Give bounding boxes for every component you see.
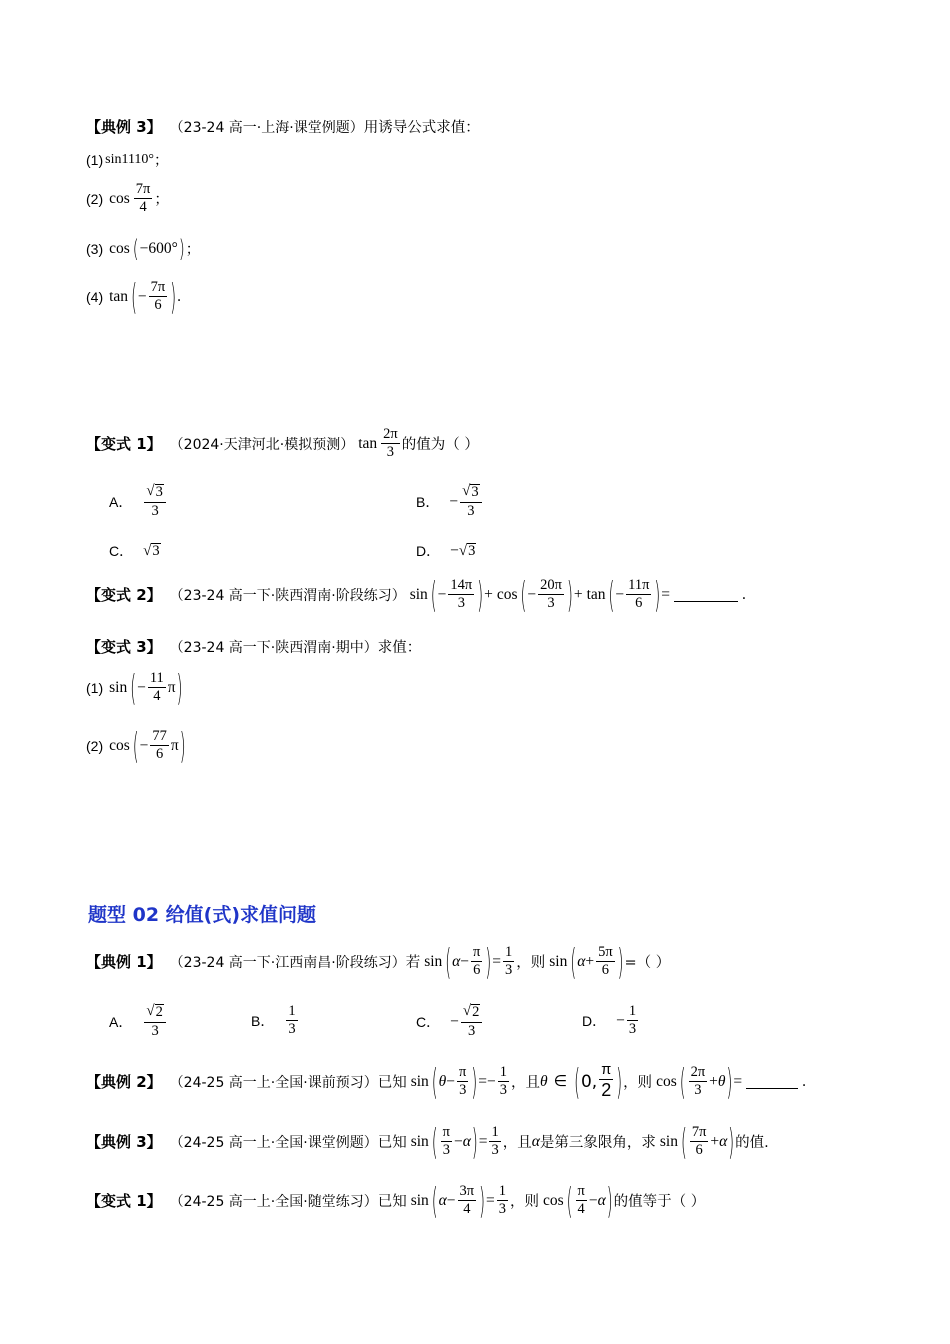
option-label: C． — [416, 1013, 441, 1030]
fraction: $\frac{1}{3}$ — [628, 1003, 637, 1038]
item-number: (1) — [86, 679, 104, 696]
source-note: （23-24 高一下·江西南昌·阶段练习） — [169, 954, 406, 971]
question-text: 的值. — [735, 1135, 769, 1152]
option-d[interactable] — [416, 541, 476, 561]
fraction: $\frac{\pi}{6}$ — [473, 944, 481, 979]
fraction: $\frac{14\pi}{3}$ — [450, 577, 473, 612]
left-paren: ( — [431, 1059, 438, 1104]
section-heading: 题型 02 给值(式)求值问题 — [88, 904, 317, 926]
right-paren: ) — [654, 573, 661, 617]
minus-sign: − — [615, 585, 625, 603]
fraction: √ 2 3 — [461, 1004, 482, 1039]
option-c[interactable] — [416, 1004, 484, 1039]
variant-3-header — [86, 636, 421, 657]
fraction: $\frac{77}{6}$ — [152, 728, 167, 763]
option-c[interactable] — [109, 541, 161, 561]
left-paren: ( — [520, 573, 527, 617]
fraction: $\frac{2\pi}{3}$ — [383, 426, 398, 461]
left-paren: ( — [130, 666, 137, 710]
question-text: 是第三象限角，求 — [539, 1135, 656, 1152]
minus-sign: − — [450, 542, 459, 559]
question-text: 求值： — [377, 640, 422, 656]
option-label: C． — [109, 543, 134, 559]
item-number: (4) — [86, 288, 104, 305]
function-name: sin — [549, 952, 568, 970]
item-number: (2) — [86, 190, 104, 207]
function-name: cos — [109, 239, 130, 257]
minus-sign: − — [437, 585, 447, 603]
variant-tag: 【变式 1】 — [86, 435, 162, 454]
function-name: tan — [109, 287, 129, 305]
question-text: ，且 — [502, 1135, 532, 1152]
minus-sign: − — [450, 1012, 459, 1030]
fraction: $\frac{\pi}{3}$ — [442, 1124, 450, 1159]
fraction: √ 3 3 — [144, 484, 165, 519]
source-note: （2024·天津河北·模拟预测） — [169, 436, 355, 453]
question-text: 已知 — [377, 1194, 407, 1211]
answer-blank[interactable] — [674, 588, 738, 602]
function-name: tan — [586, 585, 606, 603]
right-paren: ) — [170, 275, 177, 319]
element-of-symbol: ∈ — [553, 1073, 568, 1091]
item-number: (3) — [86, 240, 104, 257]
fraction: $\frac{11}{4}$ — [149, 670, 164, 705]
right-paren: ) — [471, 1059, 478, 1104]
variant-tag: 【变式 3】 — [86, 638, 162, 656]
item-number: (2) — [86, 737, 104, 754]
option-label: B． — [251, 1012, 275, 1029]
function-name: sin — [409, 585, 428, 603]
pi-symbol: π — [170, 736, 179, 754]
function-name: sin — [109, 678, 128, 696]
variant-3-item-1: (1) sin ( − $\frac{11}{4}$ π ) — [86, 666, 183, 710]
question-text: ，且 — [510, 1075, 540, 1092]
fraction: √ 3 3 — [460, 484, 481, 519]
right-paren: ) — [616, 1059, 623, 1104]
fraction: $\frac{7\pi}{6}$ — [150, 279, 166, 314]
function-name: sin — [424, 952, 443, 970]
theta-symbol: θ — [438, 1072, 447, 1090]
example-3-item-4 — [86, 275, 181, 319]
fraction: $\frac{2\pi}{3}$ — [690, 1063, 706, 1099]
fraction: $\frac{11\pi}{6}$ — [628, 577, 650, 612]
function-name: cos — [109, 189, 130, 207]
option-a[interactable] — [109, 1004, 168, 1039]
variant-tag: 【变式 2】 — [86, 586, 162, 605]
fraction: $\frac{5\pi}{6}$ — [598, 944, 613, 979]
right-paren: ) — [485, 940, 492, 984]
fraction: $\frac{1}{3}$ — [491, 1124, 499, 1159]
question-text: 若 — [405, 955, 421, 972]
left-paren: ( — [574, 1059, 580, 1104]
answer-blank[interactable] — [746, 1075, 798, 1089]
option-label: D． — [582, 1012, 607, 1029]
option-b[interactable] — [251, 1004, 300, 1037]
source-note: （24-25 高一上·全国·随堂练习） — [169, 1193, 378, 1210]
right-paren: ) — [617, 940, 624, 984]
option-label: A． — [109, 493, 133, 510]
example-3b-question: 【典例 3】 （24-25 高一上·全国·课堂例题） 已知 sin ( $\frac{\pi}{3}$ − α ) = $\frac{1}{3}$ ，且 α 是第三象限角，求 sin ( $\frac{7\pi}{6}$ + α ) 的值. — [86, 1120, 769, 1164]
plus-sign: + — [484, 585, 493, 603]
example-1-question: 【典例 1】 （23-24 高一下·江西南昌·阶段练习） 若 sin ( α − $\frac{\pi}{6}$ ) = $\frac{1}{3}$ ，则 sin ( α + $\frac{5\pi}{6}$ ) =（ ） — [86, 940, 671, 984]
right-paren: ) — [726, 1059, 733, 1104]
right-paren: ) — [728, 1120, 735, 1164]
function-name: tan — [358, 434, 378, 452]
equals-sign: = — [661, 585, 671, 603]
minus-sign: − — [616, 1011, 625, 1029]
question-text: 已知 — [377, 1075, 407, 1092]
source-note: （24-25 高一上·全国·课前预习） — [169, 1074, 378, 1091]
fraction: $\frac{20\pi}{3}$ — [540, 577, 562, 612]
alpha-symbol: α — [452, 952, 461, 970]
punctuation: . — [177, 287, 181, 305]
example-3-item-3 — [86, 234, 201, 263]
pi-symbol: π — [167, 678, 176, 696]
example-tag: 【典例 3】 — [86, 118, 162, 136]
fraction: $\frac{7\pi}{6}$ — [691, 1124, 707, 1159]
left-paren: ( — [132, 724, 139, 768]
question-text: ，则 — [623, 1075, 653, 1092]
option-label: B． — [416, 493, 440, 510]
left-paren: ( — [132, 234, 139, 263]
minus-sign: − — [527, 585, 537, 603]
right-paren: ) — [471, 1120, 478, 1164]
right-paren: ) — [477, 573, 484, 617]
fraction: $\frac{1}{3}$ — [288, 1003, 296, 1038]
variant-1-question — [86, 427, 479, 460]
example-2-question: 【典例 2】 （24-25 高一上·全国·课前预习） 已知 sin ( θ − $\frac{\pi}{3}$ ) =− $\frac{1}{3}$ ，且 θ ∈ ( 0, $\frac{\pi}{2}$ ) ，则 cos ( $\frac{2\pi}{3}$ + θ ) = . — [86, 1059, 807, 1104]
alpha-symbol: α — [577, 952, 586, 970]
source-note: （24-25 高一上·全国·课堂例题） — [169, 1134, 378, 1151]
punctuation: . — [742, 585, 746, 603]
fraction: $\frac{3\pi}{4}$ — [459, 1183, 475, 1218]
variant-3-item-2: (2) cos ( − $\frac{77}{6}$ π ) — [86, 724, 186, 768]
function-name: cos — [109, 736, 130, 754]
option-label: D． — [416, 543, 441, 559]
left-paren: ( — [608, 573, 615, 617]
function-name: cos — [496, 585, 518, 603]
example-tag: 【典例 2】 — [86, 1073, 162, 1092]
variant-1b-question: 【变式 1】 （24-25 高一上·全国·随堂练习） 已知 sin ( α − $\frac{3\pi}{4}$ ) = $\frac{1}{3}$ ，则 cos ( $\frac{\pi}{4}$ − α ) 的值等于（ ） — [86, 1179, 706, 1223]
punctuation: ； — [154, 192, 169, 209]
question-text: 用诱导公式求值： — [363, 120, 480, 136]
left-paren: ( — [570, 940, 577, 984]
fraction: $\frac{\pi}{2}$ — [601, 1062, 612, 1101]
minus-sign: − — [137, 287, 147, 305]
right-paren: ) — [178, 234, 185, 263]
question-text: ，则 — [516, 955, 546, 972]
square-root: √ 3 — [143, 542, 160, 559]
punctuation: ； — [185, 242, 201, 258]
right-paren: ) — [179, 724, 186, 768]
example-tag: 【典例 3】 — [86, 1133, 162, 1152]
variant-tag: 【变式 1】 — [86, 1192, 162, 1211]
punctuation: . — [802, 1072, 807, 1090]
option-b[interactable] — [416, 484, 484, 519]
interval-start: 0, — [580, 1071, 598, 1092]
left-paren: ( — [566, 1179, 573, 1223]
source-note: （23-24 高一·上海·课堂例题） — [169, 119, 364, 136]
left-paren: ( — [430, 573, 437, 617]
left-paren: ( — [431, 1179, 438, 1223]
item-number: (1) — [86, 151, 104, 168]
left-paren: ( — [680, 1120, 687, 1164]
variant-2-question — [86, 573, 746, 617]
expression: sin1110° — [105, 151, 155, 167]
argument: −600° — [139, 239, 178, 257]
option-a[interactable] — [109, 484, 168, 519]
fraction: $\frac{1}{3}$ — [504, 944, 513, 979]
punctuation: ； — [154, 153, 169, 169]
fraction: $\frac{1}{3}$ — [499, 1063, 507, 1099]
square-root: √ 3 — [458, 542, 476, 559]
fraction: $\frac{\pi}{4}$ — [577, 1183, 585, 1218]
plus-sign: + — [573, 585, 583, 603]
left-paren: ( — [679, 1059, 686, 1104]
option-d[interactable] — [582, 1004, 640, 1037]
option-label: A． — [109, 1013, 133, 1030]
right-paren: ) — [606, 1179, 613, 1223]
right-paren: ) — [566, 573, 573, 617]
source-note: （23-24 高一下·陕西渭南·期中） — [169, 639, 378, 656]
right-paren: ) — [176, 666, 183, 710]
question-text: =（ ） — [624, 955, 671, 972]
question-text: 的值为（ ） — [401, 437, 479, 454]
fraction: $\frac{7\pi}{4}$ — [135, 181, 151, 216]
question-text: 已知 — [377, 1135, 407, 1152]
left-paren: ( — [445, 940, 452, 984]
minus-sign: − — [449, 492, 459, 510]
question-text: ，则 — [509, 1194, 539, 1211]
question-text: 的值等于（ ） — [613, 1194, 706, 1211]
left-paren: ( — [131, 275, 137, 319]
source-note: （23-24 高一下·陕西渭南·阶段练习） — [169, 587, 406, 604]
fraction: $\frac{1}{3}$ — [498, 1183, 506, 1218]
theta-symbol: θ — [539, 1072, 548, 1090]
fraction: $\frac{\pi}{3}$ — [459, 1063, 467, 1099]
fraction: √ 2 3 — [144, 1004, 165, 1039]
example-3-item-1 — [86, 149, 169, 170]
theta-symbol: θ — [717, 1072, 726, 1090]
example-3-header — [86, 116, 480, 137]
example-tag: 【典例 1】 — [86, 953, 162, 972]
example-3-item-2 — [86, 182, 169, 215]
left-paren: ( — [431, 1120, 438, 1164]
right-paren: ) — [479, 1179, 485, 1223]
